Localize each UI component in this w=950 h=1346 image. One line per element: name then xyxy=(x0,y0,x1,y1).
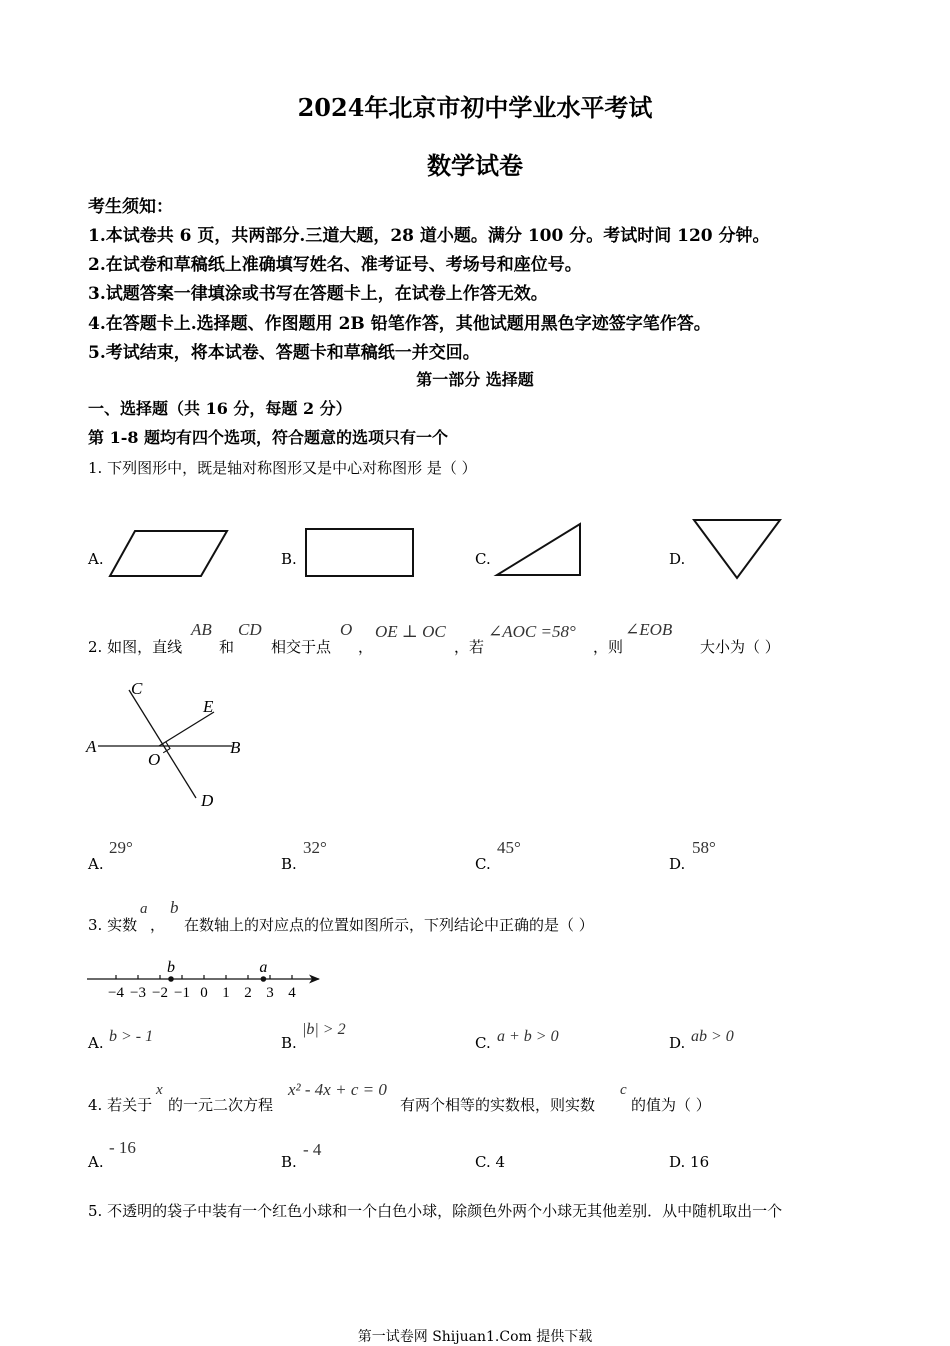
tick-label: 2 xyxy=(244,985,252,1001)
q3-option-b-value: |b| > 2 xyxy=(302,1021,346,1038)
q4-option-a-label: A. xyxy=(88,1153,104,1171)
q2-option-a-value: 29° xyxy=(109,838,133,857)
tick-label: −1 xyxy=(174,985,190,1001)
q2-stem: 2. 如图，直线 AB 和 CD 相交于点 O ， OE ⊥ OC ，若 ∠AOC =58° ，则 ∠EOB 大小为（ ） xyxy=(88,620,780,656)
q4-option-a-value: - 16 xyxy=(109,1138,136,1157)
point-a-label: a xyxy=(259,959,268,976)
q3-option-a-value: b > - 1 xyxy=(109,1028,154,1045)
number-line-tick-labels xyxy=(108,985,296,1001)
footer-text: 第一试卷网 Shijuan1.Com 提供下载 xyxy=(357,1329,593,1345)
parallelogram-shape xyxy=(105,526,235,582)
tick-label: −4 xyxy=(108,985,124,1001)
section-instruction: 第 1-8 题均有四个选项，符合题意的选项只有一个 xyxy=(88,428,449,447)
inverted-triangle-shape xyxy=(690,514,785,584)
q3-option-d-value: ab > 0 xyxy=(691,1028,734,1045)
q4-option-c: C. 4 xyxy=(475,1153,506,1171)
notice-item: 5.考试结束，将本试卷、答题卡和草稿纸一并交回。 xyxy=(88,343,480,363)
tick-label: −2 xyxy=(152,985,168,1001)
q3-option-c-label: C. xyxy=(475,1034,491,1052)
q4-stem: 4. 若关于 x 的一元二次方程 x² - 4x + c = 0 有两个相等的实数根，则实数 c 的值为（ ） xyxy=(88,1080,711,1114)
q3-stem: 3. 实数 a ， b 在数轴上的对应点的位置如图所示，下列结论中正确的是（ ） xyxy=(88,898,594,934)
part-title: 第一部分 选择题 xyxy=(416,370,534,389)
q3-option-d-label: D. xyxy=(669,1034,686,1052)
q4-option-b-label: B. xyxy=(281,1153,297,1171)
q3-option-a-label: A. xyxy=(88,1034,104,1052)
number-line xyxy=(84,952,329,1004)
q1-option-a-label: A. xyxy=(88,550,104,568)
tick-label: 1 xyxy=(222,985,230,1001)
q3-option-b-label: B. xyxy=(281,1034,297,1052)
label-a: A xyxy=(86,737,97,756)
right-triangle-shape xyxy=(492,520,587,580)
label-d: D xyxy=(201,791,214,810)
q1-option-d-label: D. xyxy=(669,550,686,568)
notice-item: 1.本试卷共 6 页，共两部分.三道大题，28 道小题。满分 100 分。考试时间 120 分钟。 xyxy=(88,226,770,246)
q1-option-b-label: B. xyxy=(281,550,297,568)
q5-stem: 5. 不透明的袋子中装有一个红色小球和一个白色小球，除颜色外两个小球无其他差别．从中随机取出一个 xyxy=(88,1202,783,1220)
q1-option-c-label: C. xyxy=(475,550,491,568)
angle-figure xyxy=(84,676,254,814)
notice-heading: 考生须知： xyxy=(88,197,173,217)
notice-item: 2.在试卷和草稿纸上准确填写姓名、准考证号、考场号和座位号。 xyxy=(88,255,582,275)
q2-option-c-label: C. xyxy=(475,855,491,873)
q2-option-d-value: 58° xyxy=(692,838,716,857)
point-b-label: b xyxy=(167,959,175,976)
notice-item: 4.在答题卡上.选择题、作图题用 2B 铅笔作答，其他试题用黑色字迹签字笔作答。 xyxy=(88,314,711,334)
section-title: 一、选择题（共 16 分，每题 2 分） xyxy=(88,399,352,418)
q2-option-b-value: 32° xyxy=(303,838,327,857)
point-b xyxy=(168,976,174,982)
exam-title: 2024年北京市初中学业水平考试 xyxy=(297,93,653,122)
q4-option-b-value: - 4 xyxy=(303,1140,322,1159)
label-e: E xyxy=(203,697,214,716)
q2-option-b-label: B. xyxy=(281,855,297,873)
notice-item: 3.试题答案一律填涂或书写在答题卡上，在试卷上作答无效。 xyxy=(88,284,548,304)
tick-label: 4 xyxy=(288,985,296,1001)
tick-label: 0 xyxy=(200,985,208,1001)
q4-option-d: D. 16 xyxy=(669,1153,710,1171)
point-a xyxy=(261,976,267,982)
q1-stem: 1. 下列图形中，既是轴对称图形又是中心对称图形 是（ ） xyxy=(88,459,477,477)
label-c: C xyxy=(131,679,143,698)
rectangle-shape xyxy=(302,526,417,582)
q2-option-d-label: D. xyxy=(669,855,686,873)
label-o: O xyxy=(148,750,161,769)
q2-option-a-label: A. xyxy=(88,855,104,873)
exam-subtitle: 数学试卷 xyxy=(427,151,523,180)
q2-option-c-value: 45° xyxy=(497,838,521,857)
tick-label: 3 xyxy=(266,985,274,1001)
tick-label: −3 xyxy=(130,985,146,1001)
q3-option-c-value: a + b > 0 xyxy=(497,1028,559,1045)
label-b: B xyxy=(230,738,241,757)
